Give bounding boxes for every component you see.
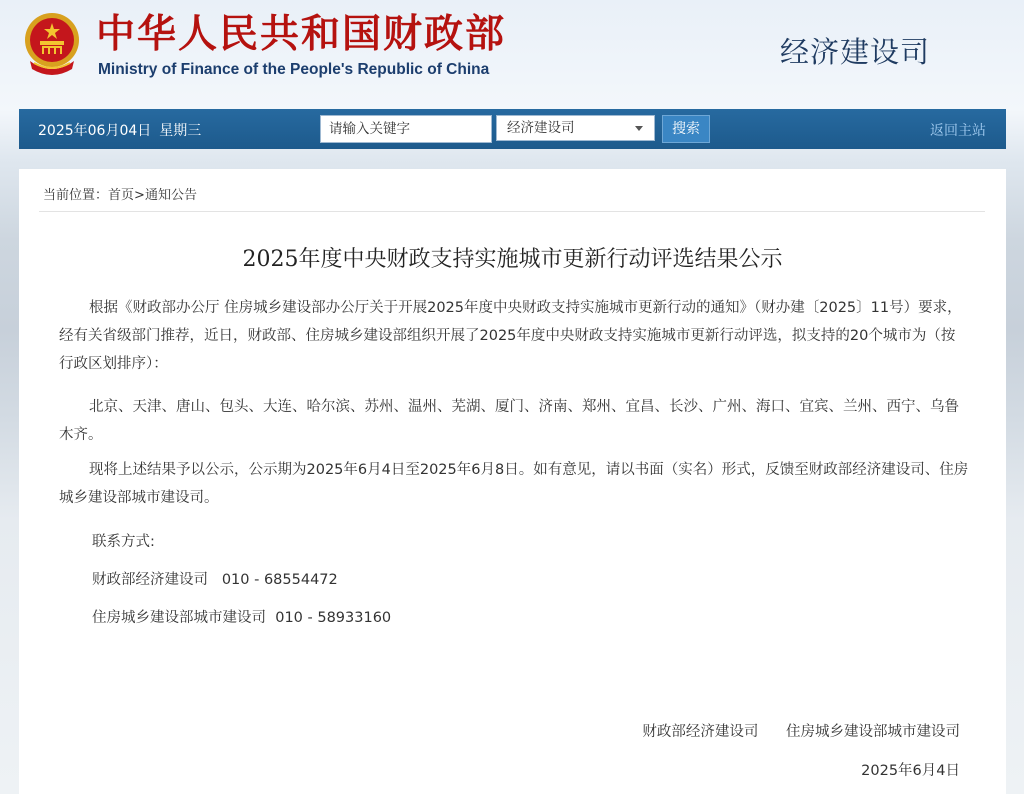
chevron-down-icon (635, 126, 643, 131)
return-home-link[interactable]: 返回主站 (930, 123, 986, 139)
national-emblem-icon[interactable] (22, 11, 82, 77)
contact-label: 联系方式: (92, 534, 155, 550)
article-panel (19, 169, 1006, 794)
nav-bar (19, 109, 1006, 149)
date-text: 2025年06月04日 (38, 123, 152, 139)
article-paragraph-notice: 现将上述结果予以公示，公示期为2025年6月4日至2025年6月8日。如有意见，请以书面（实名）形式，反馈至财政部经济建设司、住房城乡建设部城市建设司。 (59, 462, 969, 506)
divider (39, 211, 985, 212)
site-title-en[interactable]: Ministry of Finance of the People's Republic of China (98, 61, 490, 78)
breadcrumb-prefix: 当前位置： (43, 188, 109, 203)
weekday-text: 星期三 (159, 123, 202, 139)
signature-date: 2025年6月4日 (861, 763, 960, 779)
breadcrumb-home[interactable]: 首页 (108, 188, 135, 203)
breadcrumb-separator: > (134, 188, 145, 203)
department-select-value: 经济建设司 (507, 120, 575, 136)
department-title: 经济建设司 (780, 35, 931, 69)
article-paragraph-intro: 根据《财政部办公厅 住房城乡建设部办公厅关于开展2025年度中央财政支持实施城市更新行动的通知》（财办建〔2025〕11号）要求，经有关省级部门推荐，近日，财政部、住房城乡建设部组织开展了2025年度中央财政支持实施城市更新行动评选，拟支持的20个城市为（按行政区划排序）： (59, 300, 962, 372)
site-header (0, 0, 1024, 108)
breadcrumb-section[interactable]: 通知公告 (144, 188, 197, 203)
search-button[interactable]: 搜索 (662, 115, 710, 143)
contact-housing: 住房城乡建设部城市建设司 010 - 58933160 (92, 610, 392, 626)
breadcrumb (43, 184, 197, 203)
article-paragraph-cities: 北京、天津、唐山、包头、大连、哈尔滨、苏州、温州、芜湖、厦门、济南、郑州、宜昌、长沙、广州、海口、宜宾、兰州、西宁、乌鲁木齐。 (59, 399, 959, 443)
search-input[interactable] (320, 115, 492, 143)
department-select[interactable] (496, 115, 655, 141)
site-title-cn[interactable]: 中华人民共和国财政部 (96, 12, 507, 57)
contact-finance: 财政部经济建设司 010 - 68554472 (92, 572, 338, 588)
signature-departments: 财政部经济建设司 住房城乡建设部城市建设司 (642, 724, 960, 740)
current-date (38, 120, 209, 140)
article-title: 2025年度中央财政支持实施城市更新行动评选结果公示 (242, 247, 783, 272)
